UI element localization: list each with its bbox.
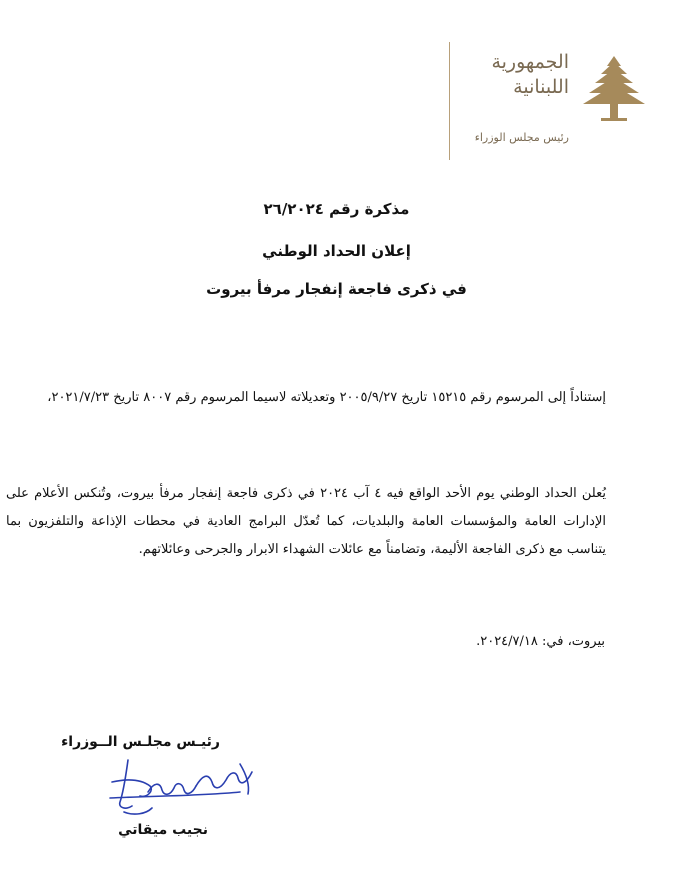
republic-name-line2: اللبنانية	[513, 76, 569, 98]
cedar-tree-icon	[577, 52, 651, 126]
republic-name	[469, 50, 569, 100]
memo-title: إعلان الحداد الوطني	[262, 242, 411, 260]
letterhead	[449, 42, 659, 162]
date-line: بيروت، في: ٢٠٢٤/٧/١٨.	[476, 634, 605, 649]
signature-title: رئيـس مجلـس الــوزراء	[61, 734, 220, 750]
paragraph-decree-reference: إستناداً إلى المرسوم رقم ١٥٢١٥ تاريخ ٢٠٠٥/٩/٢٧ وتعديلاته لاسيما المرسوم رقم ٨٠٠٧ تاريخ ٢٠٢١/٧/٢٣،	[47, 390, 606, 405]
signatory-name: نجيب ميقاتي	[118, 822, 208, 838]
office-name: رئيس مجلس الوزراء	[474, 131, 569, 144]
memo-number: مذكرة رقم ٢٦/٢٠٢٤	[263, 200, 410, 218]
handwritten-signature	[90, 752, 270, 822]
memo-subtitle: في ذكرى فاجعة إنفجار مرفأ بيروت	[206, 280, 467, 298]
paragraph-announcement: يُعلن الحداد الوطني يوم الأحد الواقع فيه ٤ آب ٢٠٢٤ في ذكرى فاجعة إنفجار مرفأ بيروت، وتُنكس الأعلام على الإدارات العامة والمؤسسات العامة والبلديات، كما تُعدّل البرامج العادية في محطات الإذاعة والتلفزيون بما يتناسب مع ذكرى الفاجعة الأليمة، وتضامناً مع عائلات الشهداء الابرار والجرحى وعائلاتهم.	[6, 486, 606, 557]
republic-name-line1: الجمهورية	[491, 51, 569, 73]
